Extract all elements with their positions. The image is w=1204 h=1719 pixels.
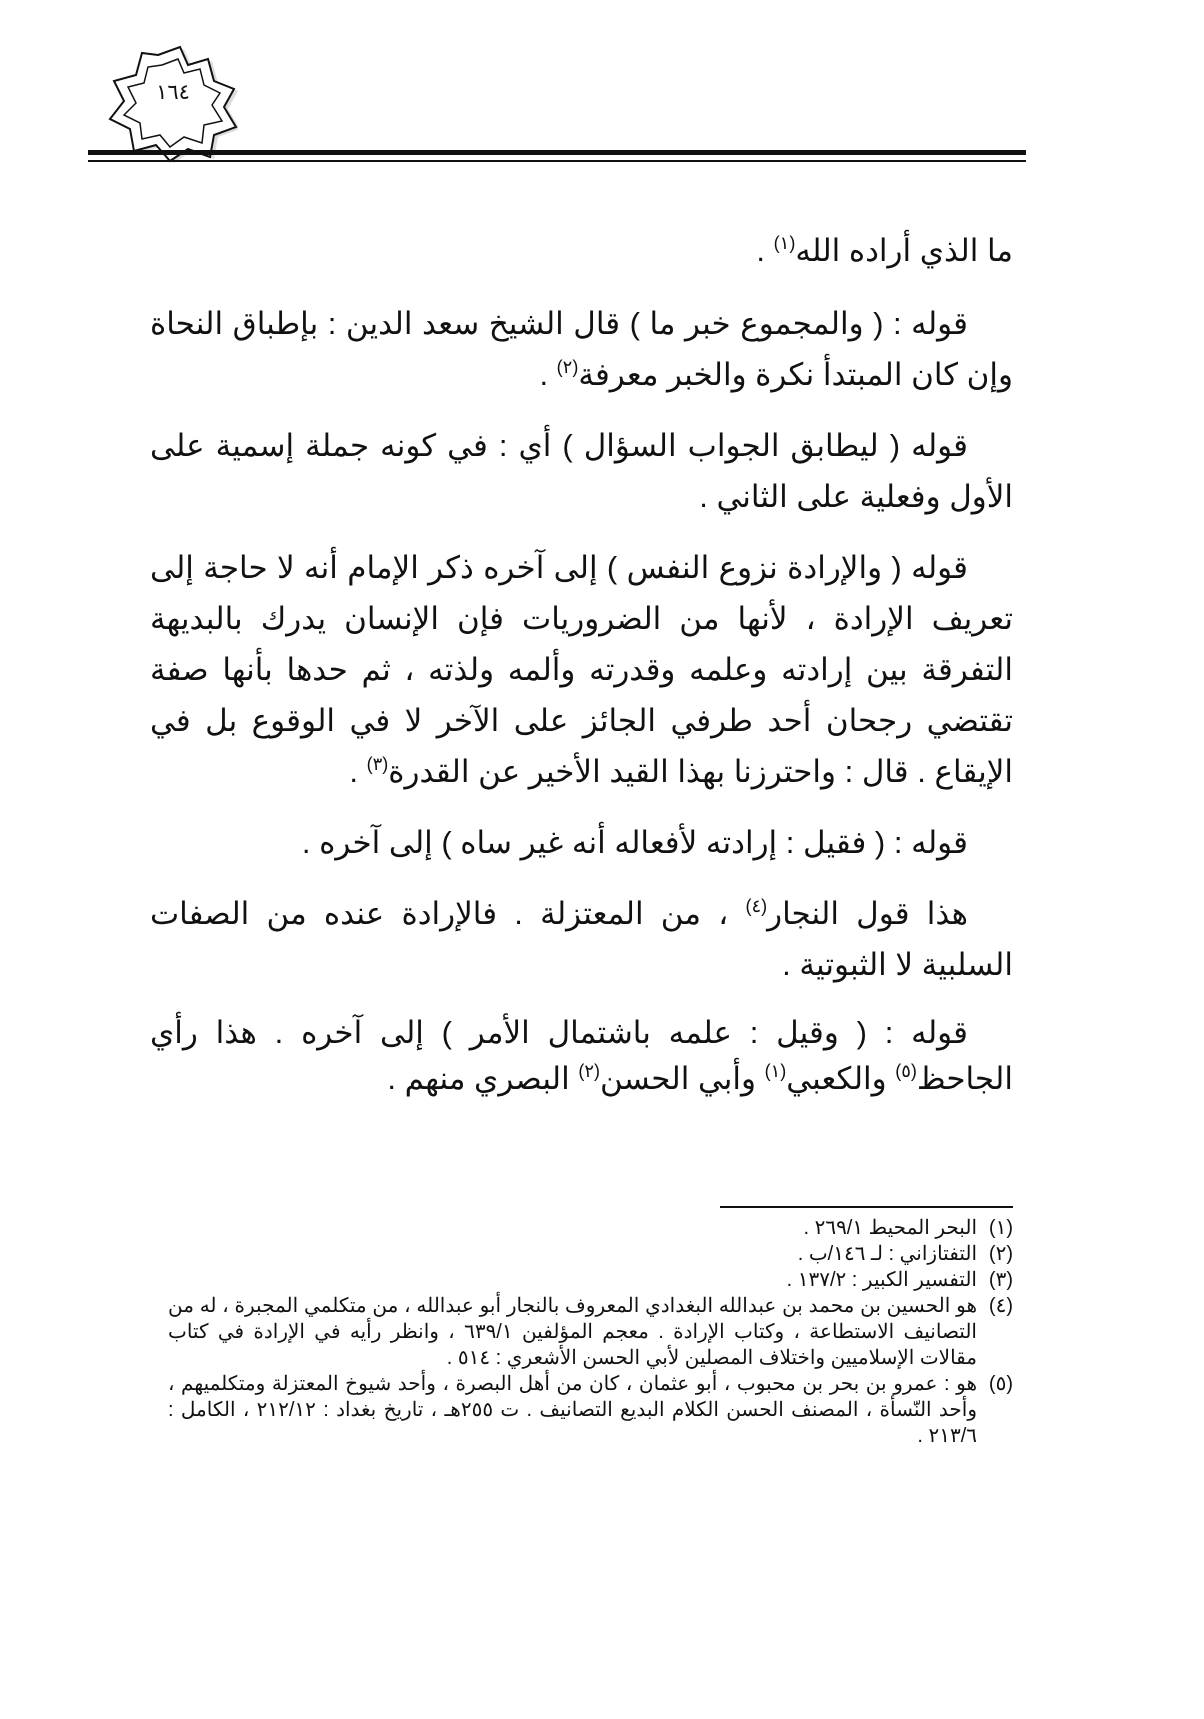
footnote-separator (720, 1206, 1013, 1208)
footnote-3: (٣)التفسير الكبير : ١٣٧/٢ . (786, 1269, 1013, 1291)
page-number: ١٦٤ (156, 80, 190, 104)
paragraph-2: قوله : ( والمجموع خبر ما ) قال الشيخ سعد الدين : بإطباق النحاة وإن كان المبتدأ نكرة والخبر معرفة$^{(٢)}$ . (150, 306, 1013, 392)
header-rule-thin (88, 160, 1026, 162)
footnote-5: (٥)هو : عمرو بن بحر بن محبوب ، أبو عثمان ، كان من أهل البصرة ، وأحد شيوخ المعتزلة ومتكلميهم ، وأحد النّسأة ، المصنف الحسن الكلام البديع التصانيف . ت ٢٥٥هـ ، تاريخ بغداد : ٢١٢/١٢ ، الكامل : ٢١٣/٦ . (168, 1373, 1013, 1447)
paragraph-5: قوله : ( فقيل : إرادته لأفعاله أنه غير ساه ) إلى آخره . (301, 825, 968, 860)
footnote-4: (٤)هو الحسين بن محمد بن عبدالله البغدادي المعروف بالنجار أبو عبدالله ، من متكلمي المجبرة ، له من التصانيف الاستطاعة ، وكتاب الإرادة . معجم المؤلفين ٦٣٩/١ ، وانظر رأيه في الإرادة في كتاب مقالات الإسلاميين واختلاف المصلين لأبي الحسن الأشعري : ٥١٤ . (168, 1295, 1013, 1369)
footnotes (168, 1215, 1013, 1449)
page-number-ornament (108, 45, 238, 163)
footnote-2: (٢)التفتازاني : لـ ١٤٦/ب . (797, 1243, 1013, 1265)
paragraph-3: قوله ( ليطابق الجواب السؤال ) أي : في كونه جملة إسمية على الأول وفعلية على الثاني . (150, 428, 1013, 514)
paragraph-6: هذا قول النجار$^{(٤)}$ ، من المعتزلة . فالإرادة عنده من الصفات السلبية لا الثبوتية . (150, 896, 1013, 982)
header-rule-thick (88, 150, 1026, 155)
paragraph-1: ما الذي أراده الله$^{(١)}$ . (756, 233, 1013, 268)
paragraph-4: قوله ( والإرادة نزوع النفس ) إلى آخره ذكر الإمام أنه لا حاجة إلى تعريف الإرادة ، لأنها من الضروريات فإن الإنسان يدرك بالبديهة التفرقة بين إرادته وعلمه وقدرته وألمه ولذته ، ثم حدها بأنها صفة تقتضي رجحان أحد طرفي الجائز على الآخر لا في الوقوع بل في الإيقاع . قال : واحترزنا بهذا القيد الأخير عن القدرة$^{(٣)}$ . (150, 550, 1013, 789)
footnote-1: (١)البحر المحيط ٢٦٩/١ . (803, 1217, 1013, 1239)
paragraph-7: قوله : ( وقيل : علمه باشتمال الأمر ) إلى آخره . هذا رأي الجاحظ$^{(٥)}$ والكعبي$^{(١)}$ وأبي الحسن$^{(٢)}$ البصري منهم . (150, 1015, 1013, 1096)
main-text (150, 225, 1013, 1122)
